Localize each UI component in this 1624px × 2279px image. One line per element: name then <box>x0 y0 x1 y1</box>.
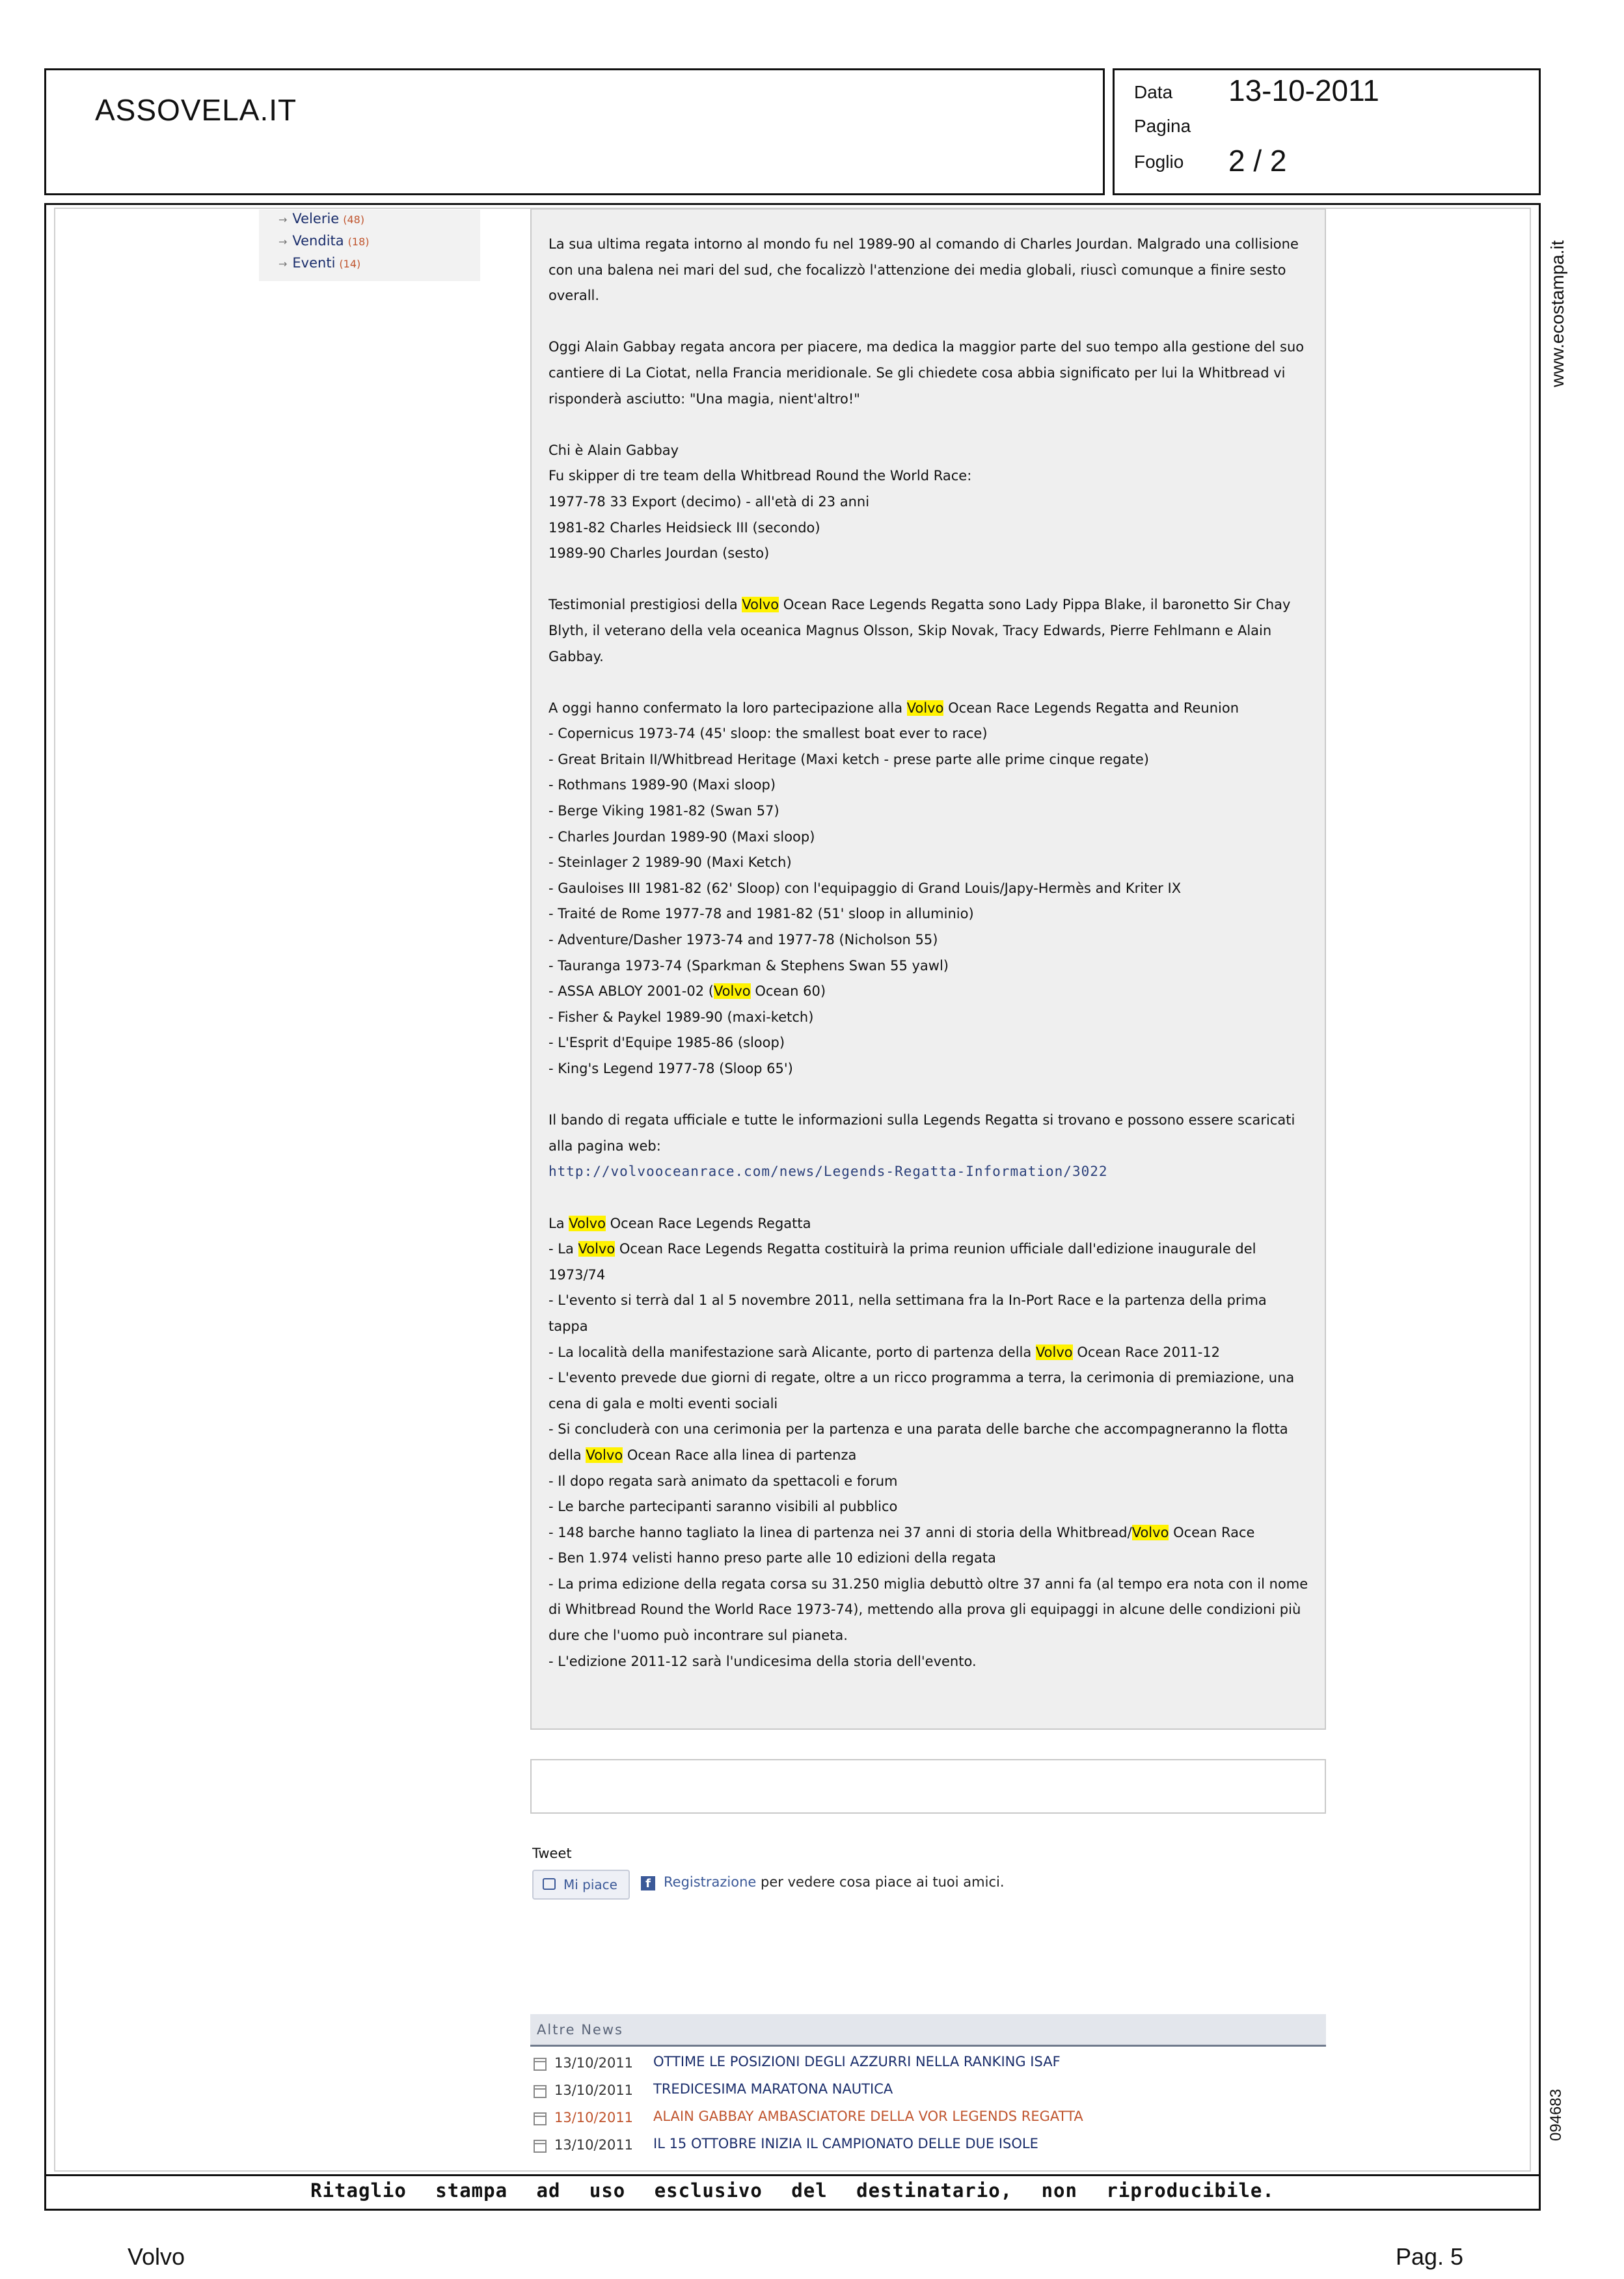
article-line: - Charles Jourdan 1989-90 (Maxi sloop) <box>548 828 815 845</box>
news-title[interactable]: TREDICESIMA MARATONA NAUTICA <box>653 2081 893 2097</box>
calendar-icon <box>534 2140 547 2153</box>
nav-item-eventi[interactable] <box>278 255 360 271</box>
article-text <box>548 232 1310 1674</box>
article-line: - L'evento prevede due giorni di regate, oltre a un ricco programma a terra, la cerimonia di premiazione, una <box>548 1370 1295 1386</box>
article-line: tappa <box>548 1318 588 1334</box>
nav-item-vendita[interactable] <box>278 233 369 249</box>
comment-box[interactable] <box>530 1759 1326 1814</box>
article-line: - Si concluderà con una cerimonia per la partenza e una parata delle barche che accompagneranno la flotta <box>548 1421 1288 1438</box>
arrow-icon: → <box>278 258 288 270</box>
article-line: - Il dopo regata sarà animato da spettacoli e forum <box>548 1473 898 1489</box>
foglio-value: 2 / 2 <box>1228 144 1287 178</box>
news-date: 13/10/2011 <box>554 2137 634 2153</box>
article-line: La sua ultima regata intorno al mondo fu nel 1989-90 al comando di Charles Jourdan. Malgrado una collisione <box>548 236 1299 252</box>
data-value: 13-10-2011 <box>1228 74 1379 107</box>
article-line: - King's Legend 1977-78 (Sloop 65') <box>548 1061 793 1076</box>
article-line: Oggi Alain Gabbay regata ancora per piacere, ma dedica la maggior parte del suo tempo alla gestione del suo <box>548 339 1305 355</box>
highlight-volvo: Volvo <box>578 1241 616 1257</box>
blank-line <box>548 1082 1310 1108</box>
article-line: 1977-78 33 Export (decimo) - all'età di 23 anni <box>548 493 870 510</box>
facebook-registration-text <box>664 1874 1005 1890</box>
article-line: Testimonial prestigiosi della Volvo Ocean Race Legends Regatta sono Lady Pippa Blake, il baronetto Sir Chay <box>548 597 1291 613</box>
tweet-button[interactable]: Tweet <box>532 1846 572 1861</box>
article-line: con una balena nei mari del sud, che focalizzò l'attenzione dei media globali, riuscì comunque a finire sesto <box>548 262 1286 278</box>
article-line: alla pagina web: <box>548 1138 661 1154</box>
category-nav <box>259 210 480 281</box>
nav-item-count: (14) <box>339 258 361 270</box>
nav-item-label: Vendita <box>292 233 344 249</box>
article-line: - ASSA ABLOY 2001-02 (Volvo Ocean 60) <box>548 983 826 1000</box>
article-line: cantiere di La Ciotat, nella Francia meridionale. Se gli chiedete cosa abbia significato per lui la Whitbread vi <box>548 364 1286 381</box>
nav-item-count: (18) <box>347 236 370 248</box>
article-line: - Le barche partecipanti saranno visibili al pubblico <box>548 1499 898 1515</box>
article-line: risponderà asciutto: "Una magia, nient'altro!" <box>548 390 860 407</box>
facebook-icon: f <box>641 1876 655 1890</box>
nav-item-velerie[interactable] <box>278 211 364 226</box>
article-line: - L'Esprit d'Equipe 1985-86 (sloop) <box>548 1035 785 1051</box>
blank-line <box>548 1185 1310 1211</box>
article-line: della Volvo Ocean Race alla linea di partenza <box>548 1447 857 1463</box>
article-line: - La prima edizione della regata corsa su 31.250 miglia debuttò oltre 37 anni fa (al tempo era nota con il nome <box>548 1576 1308 1592</box>
pagina-label: Pagina <box>1134 116 1191 136</box>
article-line: - 148 barche hanno tagliato la linea di partenza nei 37 anni di storia della Whitbread/Volvo Ocean Race <box>548 1524 1255 1540</box>
disclaimer: Ritaglio stampa ad uso esclusivo del destinatario, non riproducibile. <box>310 2179 1275 2202</box>
calendar-icon <box>534 2058 547 2071</box>
highlight-volvo: Volvo <box>906 700 944 716</box>
other-news-header <box>530 2014 1326 2047</box>
header-publication-box <box>44 68 1105 195</box>
nav-item-label: Velerie <box>292 211 340 226</box>
article-line: - Copernicus 1973-74 (45' sloop: the smallest boat ever to race) <box>548 726 988 742</box>
article-line: dure che l'uomo può incontrare sul pianeta. <box>548 1628 848 1644</box>
highlight-volvo: Volvo <box>1131 1524 1169 1540</box>
article-line: - Steinlager 2 1989-90 (Maxi Ketch) <box>548 854 792 871</box>
data-label: Data <box>1134 82 1173 102</box>
article-line: Gabbay. <box>548 648 604 664</box>
article-line: Il bando di regata ufficiale e tutte le informazioni sulla Legends Regatta si trovano e possono essere scaricati <box>548 1112 1295 1128</box>
highlight-volvo: Volvo <box>586 1447 623 1463</box>
calendar-icon <box>534 2085 547 2098</box>
article-line: - Tauranga 1973-74 (Sparkman & Stephens Swan 55 yawl) <box>548 957 949 974</box>
article-line: - Fisher & Paykel 1989-90 (maxi-ketch) <box>548 1009 814 1025</box>
article-line: - L'edizione 2011-12 sarà l'undicesima della storia dell'evento. <box>548 1653 977 1669</box>
ecostampa-label: www.ecostampa.it <box>1547 240 1567 387</box>
article-line: 1973/74 <box>548 1266 606 1283</box>
blank-line <box>548 670 1310 696</box>
header-meta-box <box>1113 68 1541 195</box>
article-line: overall. <box>548 288 600 304</box>
nav-item-label: Eventi <box>292 255 336 271</box>
news-title[interactable]: ALAIN GABBAY AMBASCIATORE DELLA VOR LEGENDS REGATTA <box>653 2108 1083 2124</box>
article-line: 1981-82 Charles Heidsieck III (secondo) <box>548 519 820 536</box>
article-line: - Ben 1.974 velisti hanno preso parte alle 10 edizioni della regata <box>548 1550 996 1566</box>
article-body <box>530 208 1326 1730</box>
article-line: Blyth, il veterano della vela oceanica Magnus Olsson, Skip Novak, Tracy Edwards, Pierre Fehlmann e Alain <box>548 622 1272 638</box>
highlight-volvo: Volvo <box>742 597 779 613</box>
article-line: - Berge Viking 1981-82 (Swan 57) <box>548 803 779 819</box>
article-line[interactable]: http://volvooceanrace.com/news/Legends-Regatta-Information/3022 <box>548 1164 1108 1180</box>
news-title[interactable]: OTTIME LE POSIZIONI DEGLI AZZURRI NELLA RANKING ISAF <box>653 2054 1061 2069</box>
registration-text: per vedere cosa piace ai tuoi amici. <box>756 1874 1005 1890</box>
other-news-title: Altre News <box>537 2022 623 2038</box>
frame-divider <box>46 2174 1539 2176</box>
clipping-code: 094683 <box>1547 2088 1565 2141</box>
article-line: - La Volvo Ocean Race Legends Regatta costituirà la prima reunion ufficiale dall'edizione inaugurale del <box>548 1241 1256 1257</box>
blank-line <box>548 412 1310 438</box>
blank-line <box>548 309 1310 335</box>
footer-keyword: Volvo <box>128 2243 185 2270</box>
article-line: - Great Britain II/Whitbread Heritage (Maxi ketch - prese parte alle prime cinque regate) <box>548 751 1149 767</box>
article-line: cena di gala e molti eventi sociali <box>548 1395 778 1412</box>
nav-item-count: (48) <box>343 213 365 226</box>
article-line: 1989-90 Charles Jourdan (sesto) <box>548 545 770 562</box>
news-title[interactable]: IL 15 OTTOBRE INIZIA IL CAMPIONATO DELLE DUE ISOLE <box>653 2136 1038 2151</box>
registration-link[interactable]: Registrazione <box>664 1874 757 1890</box>
arrow-icon: → <box>278 236 288 248</box>
news-date: 13/10/2011 <box>554 2110 634 2125</box>
article-line: - La località della manifestazione sarà Alicante, porto di partenza della Volvo Ocean Race 2011-12 <box>548 1344 1221 1360</box>
article-line: di Whitbread Round the World Race 1973-74), mettendo alla prova gli equipaggi in alcune delle condizioni più <box>548 1602 1301 1618</box>
thumbs-up-icon <box>543 1878 556 1890</box>
article-line: A oggi hanno confermato la loro partecipazione alla Volvo Ocean Race Legends Regatta and Reunion <box>548 700 1239 716</box>
foglio-label: Foglio <box>1134 152 1184 172</box>
calendar-icon <box>534 2112 547 2125</box>
article-line: - Traité de Rome 1977-78 and 1981-82 (51' sloop in alluminio) <box>548 906 974 922</box>
like-label: Mi piace <box>563 1877 617 1892</box>
article-line: - Rothmans 1989-90 (Maxi sloop) <box>548 777 776 793</box>
like-button[interactable] <box>532 1870 630 1900</box>
article-line: La Volvo Ocean Race Legends Regatta <box>548 1215 811 1231</box>
article-line: - Adventure/Dasher 1973-74 and 1977-78 (Nicholson 55) <box>548 932 938 948</box>
news-date: 13/10/2011 <box>554 2055 634 2071</box>
article-line: - Gauloises III 1981-82 (62' Sloop) con l'equipaggio di Grand Louis/Japy-Hermès and Kriter IX <box>548 880 1182 896</box>
news-date: 13/10/2011 <box>554 2082 634 2098</box>
article-line: Chi è Alain Gabbay <box>548 442 679 458</box>
footer-page-number: Pag. 5 <box>1396 2243 1464 2270</box>
highlight-volvo: Volvo <box>1035 1344 1073 1360</box>
publication-name: ASSOVELA.IT <box>95 93 297 127</box>
arrow-icon: → <box>278 213 288 226</box>
article-line: Fu skipper di tre team della Whitbread Round the World Race: <box>548 468 972 484</box>
highlight-volvo: Volvo <box>569 1215 606 1231</box>
blank-line <box>548 567 1310 593</box>
highlight-volvo: Volvo <box>713 983 751 1000</box>
article-line: - L'evento si terrà dal 1 al 5 novembre 2011, nella settimana fra la In-Port Race e la partenza della prima <box>548 1292 1267 1309</box>
